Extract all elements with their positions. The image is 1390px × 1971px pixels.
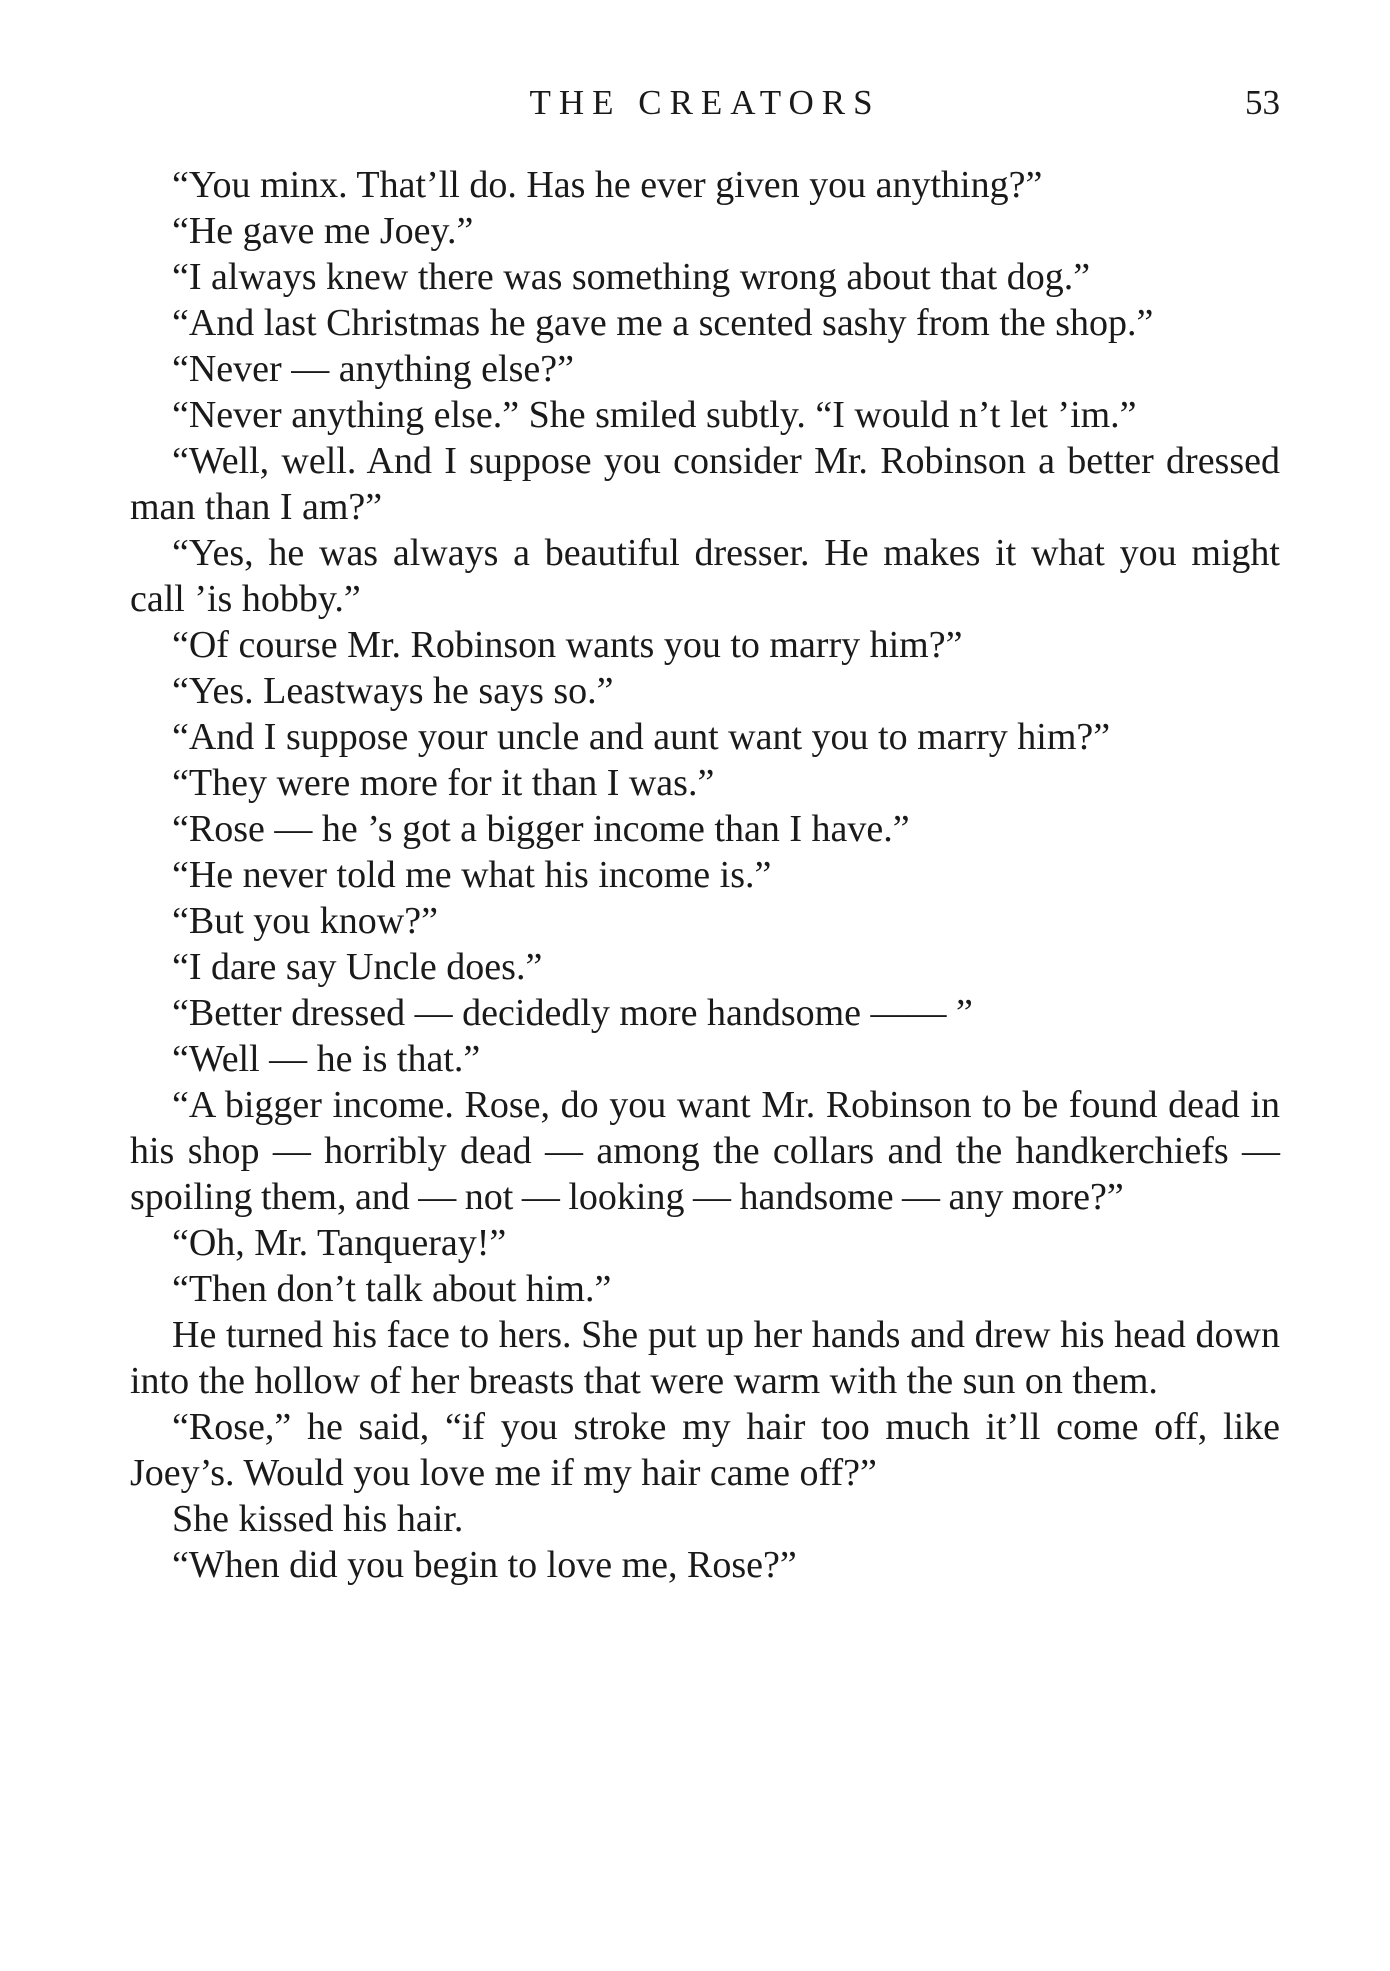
paragraph: “Oh, Mr. Tanqueray!” <box>172 1222 507 1264</box>
paragraph: “Yes, he was always a beautiful dresser. He makes it what you might call ’is hobby.” <box>130 532 1280 620</box>
paragraph: “Rose — he ’s got a bigger income than I have.” <box>172 808 910 850</box>
paragraph: He turned his face to hers. She put up her hands and drew his head down into the hollow of her breasts that were warm with the sun on them. <box>130 1314 1280 1402</box>
paragraph: “And last Christmas he gave me a scented sashy from the shop.” <box>172 302 1154 344</box>
page-header <box>130 78 1280 128</box>
paragraph: “You minx. That’ll do. Has he ever given you anything?” <box>172 164 1043 206</box>
paragraph: “Never — anything else?” <box>172 348 574 390</box>
page-number: 53 <box>1245 83 1280 122</box>
paragraph: “He never told me what his income is.” <box>172 854 772 896</box>
paragraph: “They were more for it than I was.” <box>172 762 715 804</box>
paragraph: “A bigger income. Rose, do you want Mr. Robinson to be found dead in his shop — horribly dead — among the collars and the handkerchiefs — spoiling them, and — not — looking — handsome — any more?” <box>130 1084 1280 1218</box>
paragraph: “But you know?” <box>172 900 438 942</box>
paragraph: “And I suppose your uncle and aunt want you to marry him?” <box>172 716 1111 758</box>
paragraph: “Never anything else.” She smiled subtly. “I would n’t let ’im.” <box>172 394 1137 436</box>
paragraph: “Of course Mr. Robinson wants you to marry him?” <box>172 624 963 666</box>
paragraph: “Well — he is that.” <box>172 1038 481 1080</box>
paragraph: “I always knew there was something wrong about that dog.” <box>172 256 1091 298</box>
paragraph: “Rose,” he said, “if you stroke my hair too much it’ll come off, like Joey’s. Would you love me if my hair came off?” <box>130 1406 1280 1494</box>
paragraph: “When did you begin to love me, Rose?” <box>172 1544 797 1586</box>
paragraph: “Well, well. And I suppose you consider Mr. Robinson a better dressed man than I am?” <box>130 440 1280 528</box>
paragraph: “Then don’t talk about him.” <box>172 1268 612 1310</box>
paragraph: “I dare say Uncle does.” <box>172 946 543 988</box>
paragraph: She kissed his hair. <box>172 1498 464 1540</box>
paragraph: “Yes. Leastways he says so.” <box>172 670 614 712</box>
body-text <box>130 162 1280 1588</box>
paragraph: “He gave me Joey.” <box>172 210 474 252</box>
running-title: THE CREATORS <box>529 83 881 122</box>
paragraph: “Better dressed — decidedly more handsome —— ” <box>172 992 973 1034</box>
